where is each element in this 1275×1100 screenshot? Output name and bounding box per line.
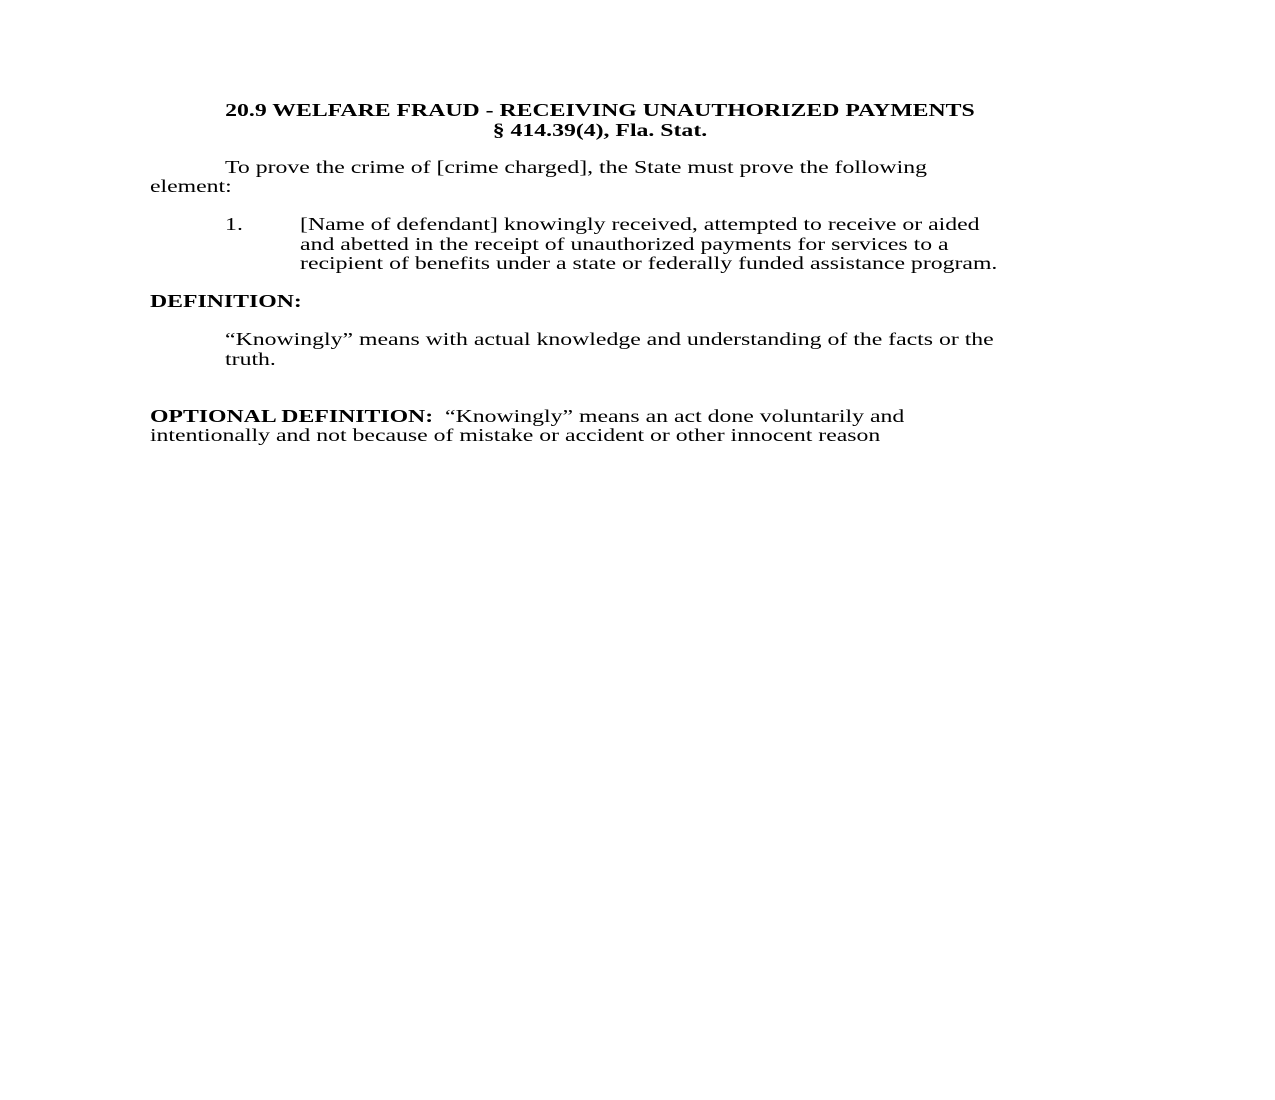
- optional-definition-line-1: [150, 406, 904, 426]
- definition-line-1: “Knowingly” means with actual knowledge and understanding of the facts or the: [225, 329, 994, 349]
- element-number: 1.: [225, 214, 243, 234]
- title-line-1: 20.9 WELFARE FRAUD - RECEIVING UNAUTHORIZED PAYMENTS: [225, 100, 975, 120]
- definition-line-2: truth.: [225, 349, 276, 369]
- title-statute: § 414.39(4), Fla. Stat.: [492, 120, 708, 140]
- intro-line-1: To prove the crime of [crime charged], the State must prove the following: [225, 157, 927, 177]
- element-line-3: recipient of benefits under a state or federally funded assistance program.: [300, 253, 998, 273]
- element-line-1: [Name of defendant] knowingly received, attempted to receive or aided: [300, 214, 980, 234]
- optional-definition-text: “Knowingly” means an act done voluntarily and: [445, 406, 905, 426]
- element-line-2: and abetted in the receipt of unauthorized payments for services to a: [300, 234, 949, 254]
- optional-definition-heading: OPTIONAL DEFINITION:: [149, 406, 434, 426]
- definition-heading: DEFINITION:: [149, 291, 302, 311]
- intro-line-2: element:: [149, 176, 232, 196]
- optional-definition-line-2: intentionally and not because of mistake or accident or other innocent reason: [149, 425, 881, 445]
